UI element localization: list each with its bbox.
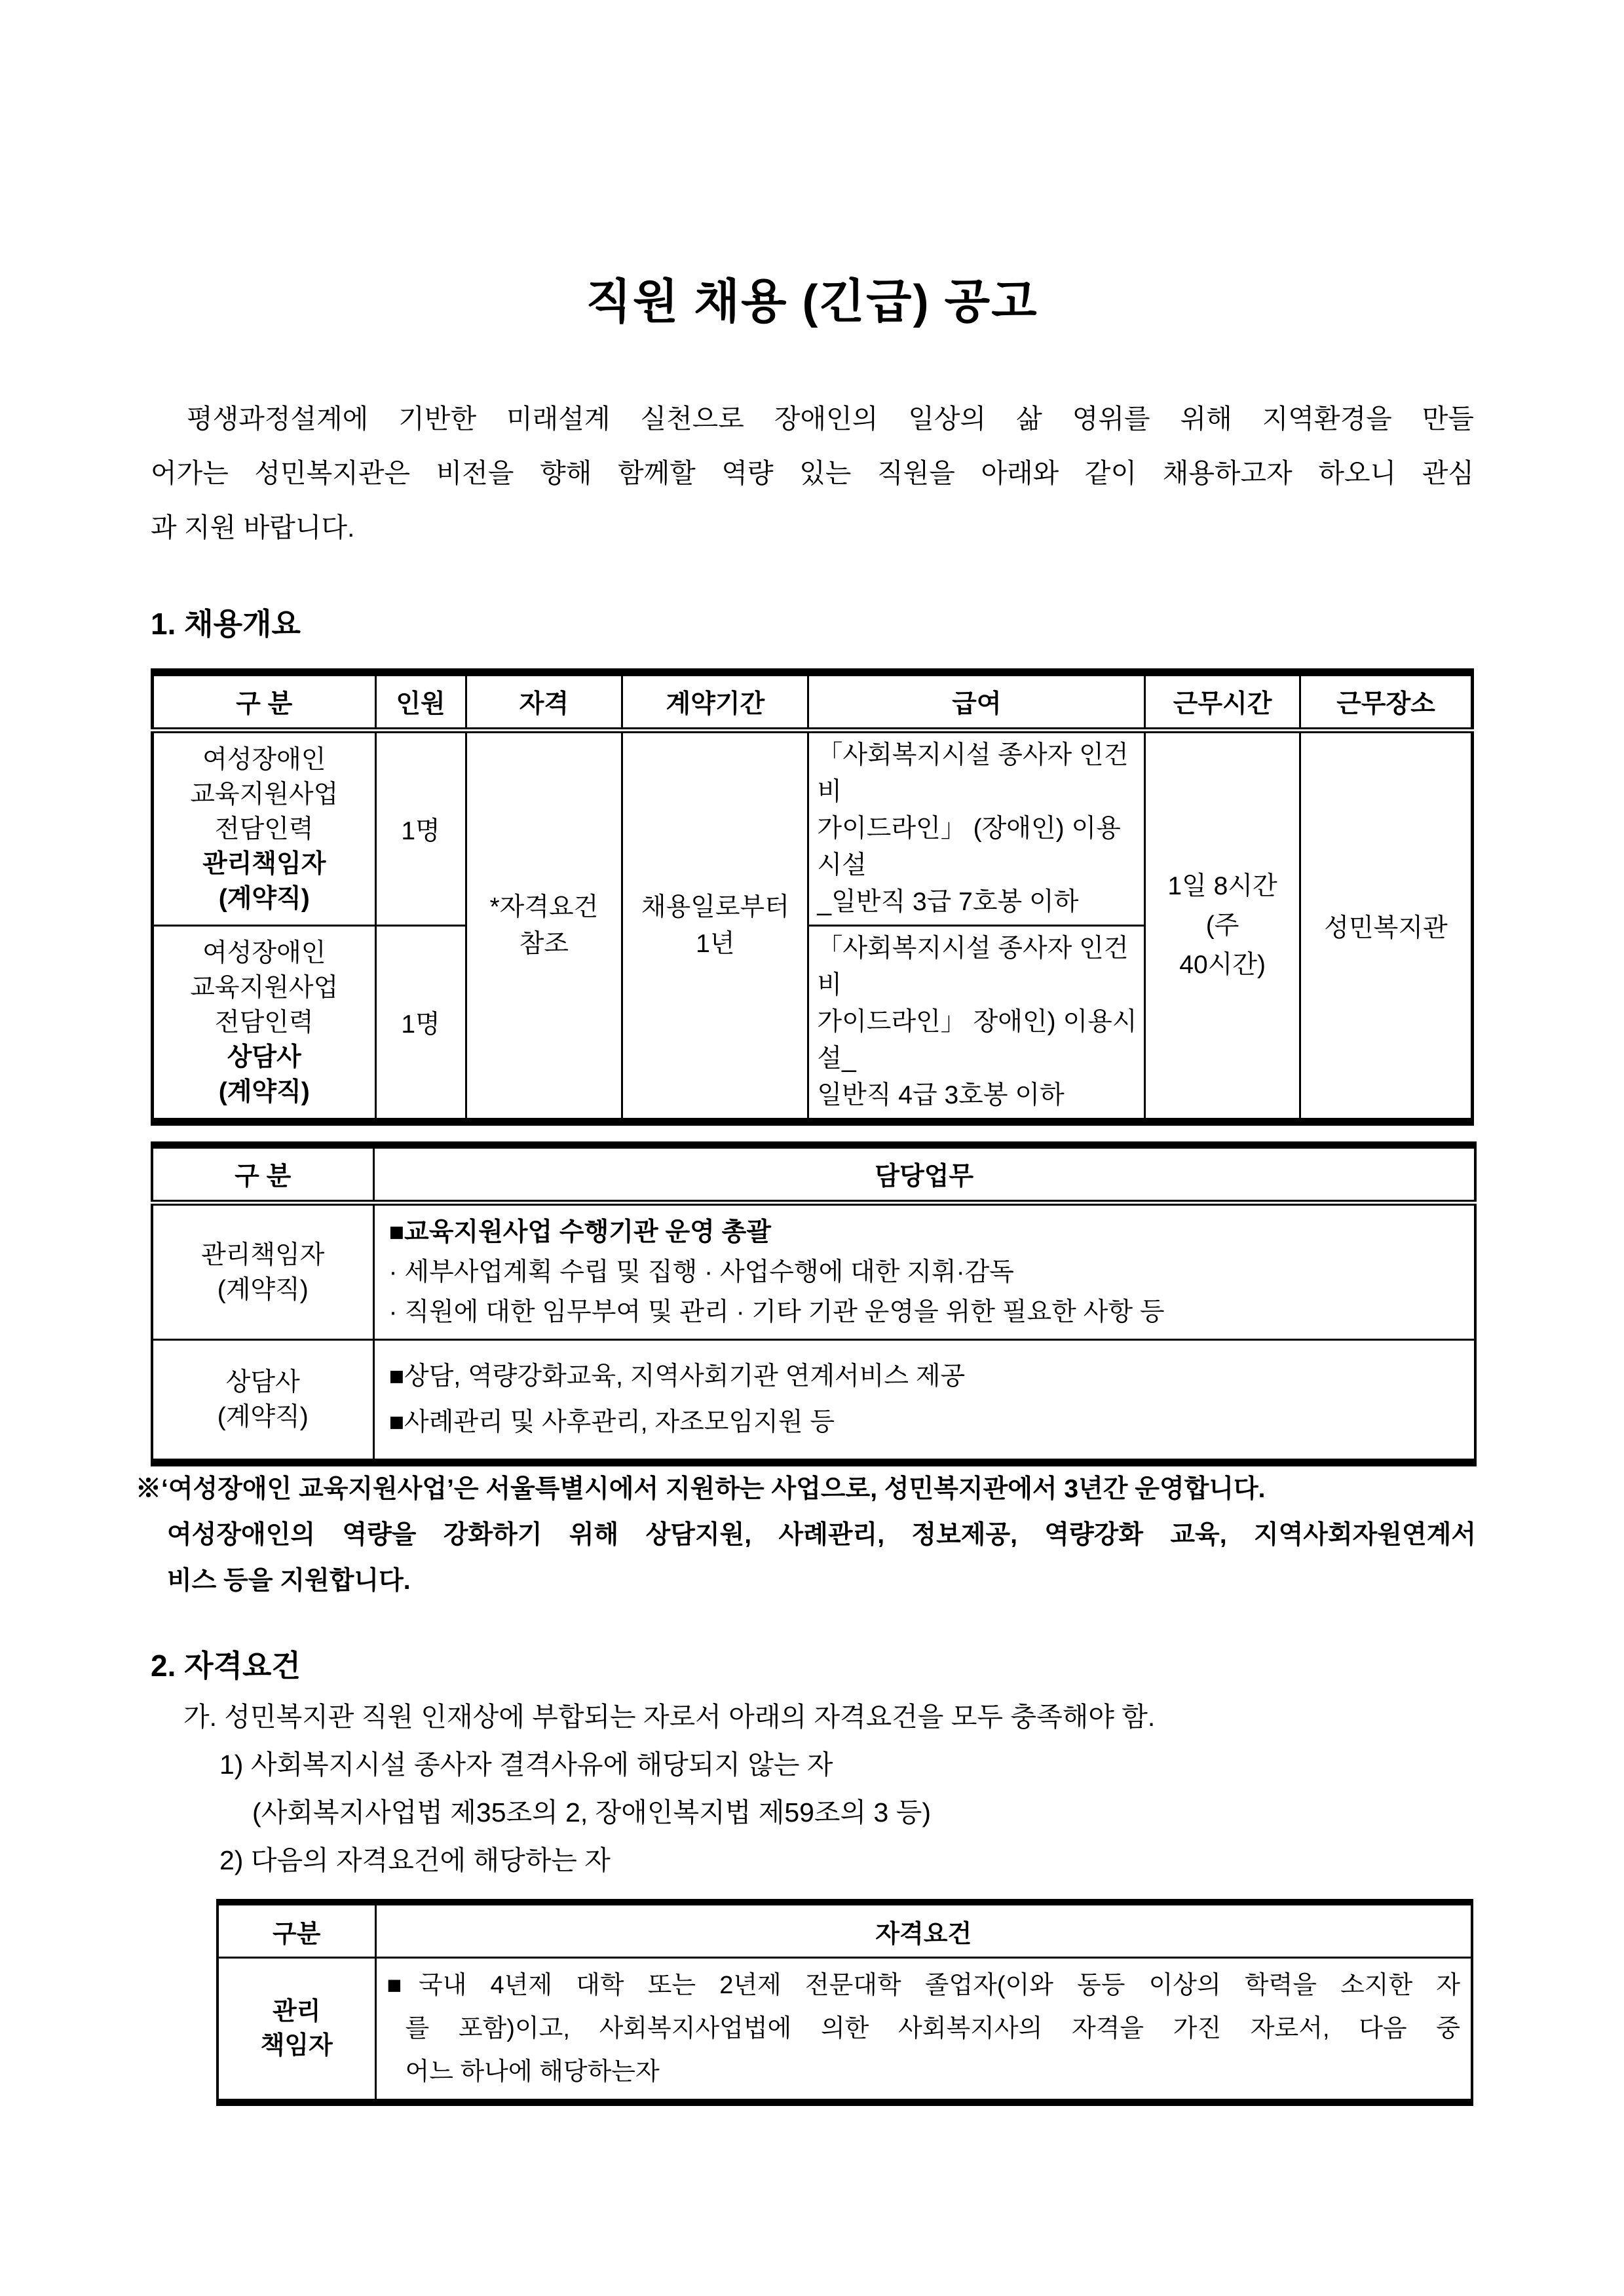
role-line: (계약직)	[217, 1275, 309, 1304]
document-title: 직원 채용 (긴급) 공고	[586, 276, 1038, 328]
section2-heading: 2. 자격요건	[151, 1649, 301, 1683]
col-header-gubun: 구 분	[152, 1145, 373, 1203]
qualification-line: *자격요건	[489, 892, 599, 921]
pay-line: _일반직 3급 7호봉 이하	[817, 888, 1079, 916]
requirement-line: ■국내 4년제 대학 또는 2년제 전문대학 졸업자(이와 동등 이상의 학력을 소지한 자	[387, 1972, 1460, 1999]
col-header-qual: 자격	[466, 672, 622, 731]
duty-cell-counselor	[373, 1340, 1475, 1463]
qualification-item: 가. 성민복지관 직원 인재상에 부합되는 자로서 아래의 자격요건을 모두 충족해야 함.	[183, 1702, 1156, 1732]
period-line: 채용일로부터	[641, 892, 789, 921]
qualification-item: 2) 다음의 자격요건에 해당하는 자	[219, 1845, 611, 1875]
col-header-place: 근무장소	[1300, 672, 1472, 731]
pay-line: 「사회복지시설 종사자 인건비	[817, 934, 1129, 999]
hours-cell	[1145, 731, 1300, 1122]
period-cell	[622, 731, 808, 1122]
role-line: 책임자	[260, 2032, 333, 2059]
position-line: 전담인력	[214, 1008, 314, 1037]
col-header-req: 자격요건	[375, 1902, 1472, 1958]
duty-cell-manager	[373, 1203, 1475, 1340]
note-line: 여성장애인의 역량을 강화하기 위해 상담지원, 사례관리, 정보제공, 역량강화 교육, 지역사회자원연계서	[167, 1521, 1476, 1549]
col-header-duty: 담당업무	[373, 1145, 1475, 1203]
col-header-pay: 급여	[808, 672, 1145, 731]
section1-heading: 1. 채용개요	[151, 607, 301, 641]
qualification-item: 1) 사회복지시설 종사자 결격사유에 해당되지 않는 자	[219, 1750, 833, 1780]
role-line: 상담사	[225, 1368, 300, 1396]
intro-line: 평생과정설계에 기반한 미래설계 실천으로 장애인의 일상의 삶 영위를 위해 지역환경을 만들	[187, 404, 1474, 434]
position-line: 여성장애인	[202, 938, 326, 967]
duty-line: ■상담, 역량강화교육, 지역사회기관 연계서비스 제공	[388, 1362, 966, 1390]
requirement-line: 어느 하나에 해당하는자	[405, 2058, 660, 2086]
role-cell-manager	[217, 1958, 375, 2103]
duty-line: ■사례관리 및 사후관리, 자조모임지원 등	[388, 1408, 835, 1436]
requirement-line: 를 포함)이고, 사회복지사업법에 의한 사회복지사의 자격을 가진 자로서, 다음 중	[405, 2015, 1460, 2042]
col-header-count: 인원	[375, 672, 466, 731]
count-cell: 1명	[375, 731, 466, 926]
intro-line: 어가는 성민복지관은 비전을 향해 함께할 역량 있는 직원을 아래와 같이 채용하고자 하오니 관심	[151, 458, 1474, 488]
position-line: 전담인력	[214, 814, 314, 843]
pay-line: 가이드라인」 장애인) 이용시설_	[817, 1008, 1137, 1073]
duty-table	[151, 1141, 1477, 1466]
col-header-period: 계약기간	[622, 672, 808, 731]
requirement-table	[216, 1899, 1473, 2106]
table-row	[152, 1203, 1475, 1340]
col-header-gubun: 구분	[217, 1902, 375, 1958]
count-cell: 1명	[375, 926, 466, 1122]
position-cell-manager	[153, 731, 376, 926]
pay-cell-manager	[808, 731, 1145, 926]
qualification-line: 참조	[519, 929, 569, 958]
col-header-gubun: 구 분	[153, 672, 376, 731]
role-cell-manager	[152, 1203, 373, 1340]
qualification-item: (사회복지사업법 제35조의 2, 장애인복지법 제59조의 3 등)	[252, 1797, 931, 1827]
duty-line: ■교육지원사업 수행기관 운영 총괄	[388, 1218, 771, 1246]
position-line: 상담사	[227, 1043, 301, 1071]
hours-line: 1일 8시간	[1167, 871, 1277, 900]
overview-table	[151, 668, 1474, 1126]
place-cell: 성민복지관	[1300, 731, 1472, 1122]
pay-line: 가이드라인」 (장애인) 이용시설	[817, 814, 1121, 879]
note-line: 비스 등을 지원합니다.	[167, 1567, 411, 1595]
role-line: (계약직)	[217, 1403, 309, 1431]
note-block	[136, 1466, 1476, 1604]
pay-line: 일반직 4급 3호봉 이하	[817, 1081, 1065, 1109]
table-row	[153, 731, 1473, 926]
pay-cell-counselor	[808, 926, 1145, 1122]
requirement-header-row	[217, 1902, 1472, 1958]
table-row	[217, 1958, 1472, 2103]
position-line: 관리책임자	[202, 849, 326, 878]
note-line: ※‘여성장애인 교육지원사업’은 서울특별시에서 지원하는 사업으로, 성민복지관에서 3년간 운영합니다.	[136, 1475, 1266, 1503]
duty-line: · 직원에 대한 임무부여 및 관리 · 기타 기관 운영을 위한 필요한 사항 등	[388, 1298, 1165, 1326]
hours-line: 40시간)	[1179, 950, 1266, 979]
role-line: 관리	[273, 1998, 321, 2025]
intro-line: 과 지원 바랍니다.	[151, 512, 355, 543]
position-line: 교육지원사업	[190, 973, 339, 1002]
duty-header-row	[152, 1145, 1475, 1203]
position-line: 교육지원사업	[190, 780, 339, 809]
hours-line: (주	[1205, 911, 1239, 940]
intro-paragraph	[151, 392, 1474, 555]
table-row	[152, 1340, 1475, 1463]
position-line: (계약직)	[218, 884, 310, 913]
overview-header-row	[153, 672, 1473, 731]
role-line: 관리책임자	[201, 1240, 325, 1269]
pay-line: 「사회복지시설 종사자 인건비	[817, 741, 1129, 806]
qualification-cell	[466, 731, 622, 1122]
requirement-cell	[375, 1958, 1472, 2103]
position-line: (계약직)	[218, 1077, 310, 1106]
col-header-hours: 근무시간	[1145, 672, 1300, 731]
qualification-list	[151, 1693, 1474, 1885]
role-cell-counselor	[152, 1340, 373, 1463]
duty-line: · 세부사업계획 수립 및 집행 · 사업수행에 대한 지휘·감독	[388, 1258, 1014, 1286]
position-line: 여성장애인	[202, 745, 326, 774]
period-line: 1년	[696, 929, 735, 958]
position-cell-counselor	[153, 926, 376, 1122]
